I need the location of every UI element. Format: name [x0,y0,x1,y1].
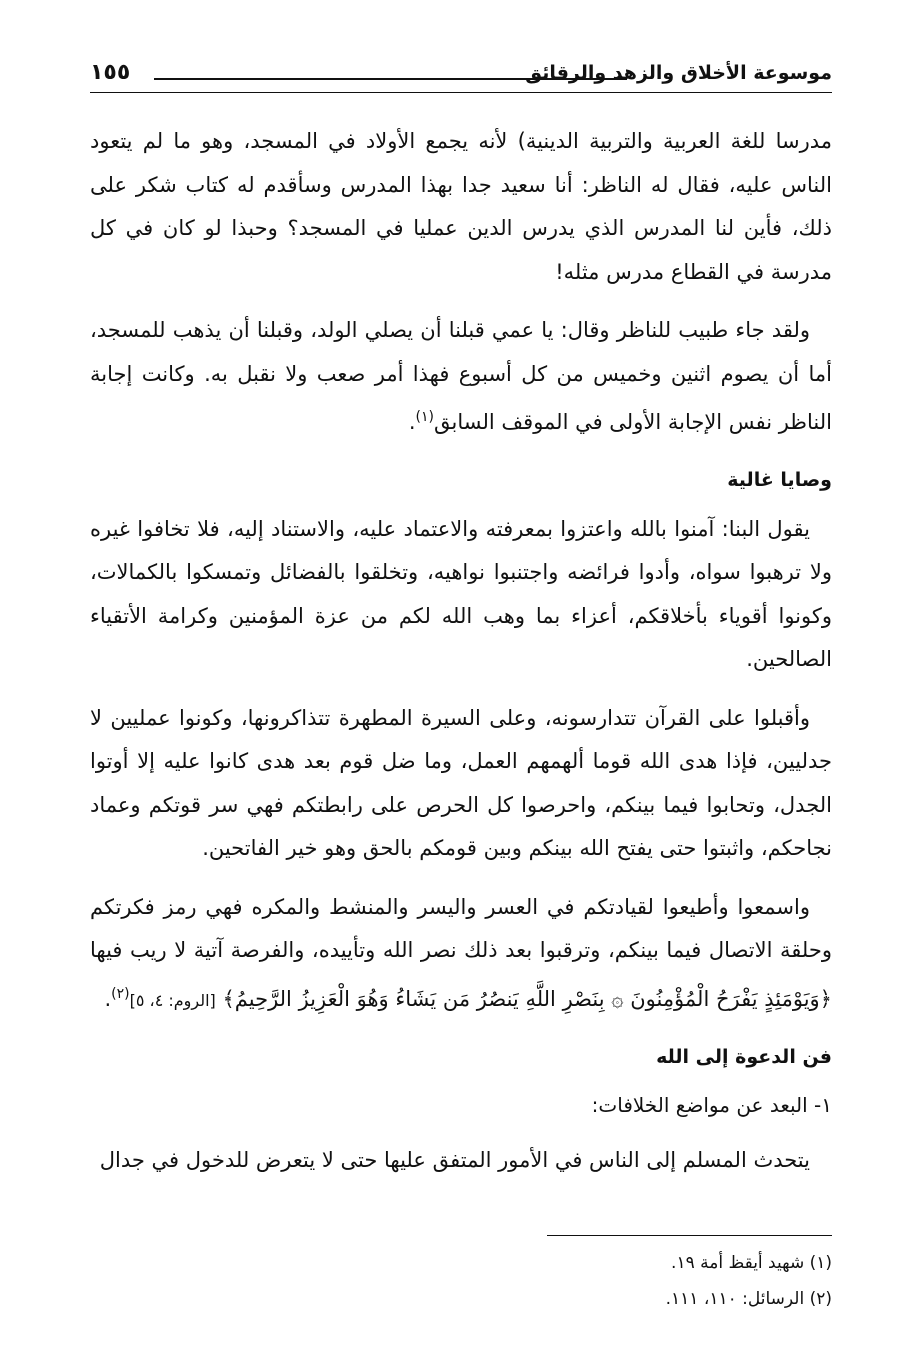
paragraph-5-end: . [104,986,112,1011]
paragraph-5 [90,886,832,1023]
quran-citation: [الروم: ٤، ٥] [129,990,216,1010]
section-heading-dawah: فن الدعوة إلى الله [656,1046,832,1068]
paragraph-5-text: واسمعوا وأطيعوا لقيادتكم في العسر واليسر والمنشط والمكره فهي رمز فكرتكم وحلقة الاتصال فيما بينكم، وترقبوا بعد ذلك نصر الله وتأييده، والفرصة آتية لا ريب فيها ﴿وَيَوْمَئِذٍ يَفْرَحُ الْمُؤْمِنُونَ ۞ بِنَصْرِ اللَّهِ يَنصُرُ مَن يَشَاءُ وَهُوَ الْعَزِيزُ الرَّحِيمُ﴾ [90,894,832,1011]
header-rule [154,78,627,80]
paragraph-2 [90,309,832,445]
page-number: ١٥٥ [90,60,131,85]
paragraph-1: مدرسا للغة العربية والتربية الدينية) لأنه يجمع الأولاد في المسجد، وهو ما لم يتعود الناس عليه، فقال له الناظر: أنا سعيد جدا بهذا المدرس وسأقدم له كتاب شكر على ذلك، فأين لنا المدرس الذي يدرس الدين عمليا في المسجد؟ وحبذا لو كان في كل مدرسة في القطاع مدرس مثله! [90,129,832,284]
footnote-separator [547,1235,832,1236]
footnote-ref-1: (١) [415,409,435,425]
paragraph-6: يتحدث المسلم إلى الناس في الأمور المتفق عليها حتى لا يتعرض للدخول في جدال [99,1148,810,1172]
footnote-2: (٢) الرسائل: ١١٠، ١١١. [665,1289,832,1309]
running-header [90,58,832,92]
subsection-heading: ١- البعد عن مواضع الخلافات: [591,1093,832,1117]
header-underline [90,92,832,93]
footnote-ref-2: (٢) [111,985,130,1002]
footnote-1: (١) شهيد أيقظ أمة ١٩. [671,1253,832,1273]
paragraph-4: وأقبلوا على القرآن تتدارسونه، وعلى السيرة المطهرة تتذاكرونها، وكونوا عمليين لا جدليين، فإذا هدى الله قوما ألهمهم العمل، وما ضل قوم بعد هدى كانوا عليه إلا أوتوا الجدل، وتحابوا فيما بينكم، واحرصوا كل الحرص على رابطتكم فهي سر قوتكم وعماد نجاحكم، واثبتوا حتى يفتح الله بينكم وبين قومكم بالحق وهو خير الفاتحين. [90,705,832,860]
main-text [90,120,832,1198]
book-title: موسوعة الأخلاق والزهد والرقائق [525,62,832,84]
footnotes [332,1245,832,1317]
section-heading-advice: وصايا غالية [727,468,832,491]
paragraph-3: يقول البنا: آمنوا بالله واعتزوا بمعرفته والاعتماد عليه، والاستناد إليه، فلا تخافوا غيره ولا ترهبوا سواه، وأدوا فرائضه واجتنبوا نواهيه، وتخلقوا بالفضائل وتمسكوا بالكمالات، وكونوا أقوياء بأخلاقكم، أعزاء بما وهب الله لكم من عزة المؤمنين وكرامة الأتقياء الصالحين. [90,516,832,671]
paragraph-2-text: ولقد جاء طبيب للناظر وقال: يا عمي قبلنا أن يصلي الولد، وقبلنا أن يذهب للمسجد، أما أن يصوم اثنين وخميس من كل أسبوع فهذا أمر صعب ولا نقبل به. وكانت إجابة الناظر نفس الإجابة الأولى في الموقف السابق [90,318,832,434]
paragraph-2-end: . [408,410,416,434]
